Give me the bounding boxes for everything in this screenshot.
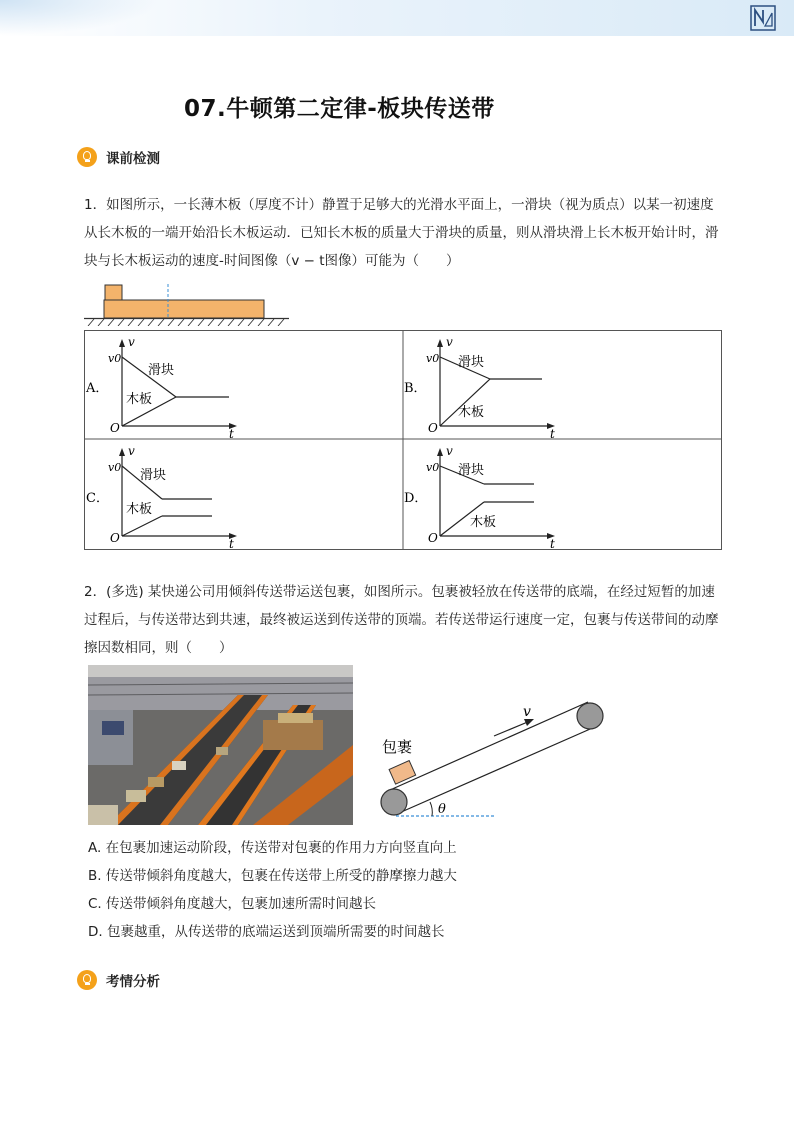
svg-text:v0: v0 [108,352,122,365]
svg-text:v0: v0 [108,461,122,474]
svg-text:木板: 木板 [126,392,153,407]
svg-text:滑块: 滑块 [458,463,485,478]
svg-text:v: v [446,335,453,349]
svg-text:v: v [128,335,135,349]
package-label: 包裹 [382,738,413,756]
q1-options-grid [84,330,722,550]
svg-text:t: t [550,427,555,441]
page-title: 07.牛顿第二定律-板块传送带 [184,96,495,122]
svg-text:木板: 木板 [126,502,153,517]
lightbulb-icon [77,147,97,167]
section-label: 课前检测 [106,151,160,167]
svg-text:v0: v0 [426,352,440,365]
logo-icon [750,5,776,31]
svg-text:木板: 木板 [458,405,485,420]
svg-text:O: O [110,531,120,545]
option-b[interactable] [404,335,555,441]
svg-text:B．: B． [404,381,427,396]
option-a[interactable] [85,335,237,441]
svg-text:D．: D． [404,491,428,506]
header-band [0,0,794,36]
option-c[interactable] [86,444,237,550]
svg-text:木板: 木板 [470,515,497,530]
q2-option-d[interactable]: D. 包裹越重，从传送带的底端运送到顶端所需要的时间越长 [88,924,445,940]
svg-text:t: t [229,537,234,550]
section-heading-2 [77,969,160,991]
svg-text:滑块: 滑块 [148,363,175,378]
svg-text:滑块: 滑块 [140,468,167,483]
svg-text:O: O [110,421,120,435]
svg-text:O: O [428,531,438,545]
svg-text:O: O [428,421,438,435]
question-2-text: 2．(多选) 某快递公司用倾斜传送带运送包裹，如图所示。包裹被轻放在传送带的底端，在经过短暂的加速过程后，与传送带达到共速，最终被运送到传送带的顶端。若传送带运行速度一定，包裹与传送带间的动摩擦因数相同，则（ ） [84,584,719,656]
svg-text:v: v [128,444,135,458]
conveyor-photo [88,665,353,825]
svg-text:C．: C． [86,491,109,506]
q2-option-c[interactable]: C. 传送带倾斜角度越大，包裹加速所需时间越长 [88,896,377,912]
q2-option-a[interactable]: A. 在包裹加速运动阶段，传送带对包裹的作用力方向竖直向上 [88,840,457,856]
lightbulb-icon [77,970,97,990]
option-label: A． [86,381,109,396]
svg-text:滑块: 滑块 [458,355,485,370]
section-label: 考情分析 [106,974,160,990]
question-1-text: 1．如图所示，一长薄木板（厚度不计）静置于足够大的光滑水平面上，一滑块（视为质点）以某一初速度从长木板的一端开始沿长木板运动．已知长木板的质量大于滑块的质量，则从滑块滑上长木板开始计时，滑块与长木板运动的速度-时间图像（v − t图像）可能为（ ） [84,197,719,269]
svg-text:t: t [229,427,234,441]
svg-text:v0: v0 [426,461,440,474]
option-d[interactable] [404,444,555,550]
angle-label: θ [438,802,446,817]
svg-text:v: v [446,444,453,458]
svg-text:t: t [550,537,555,550]
q2-option-b[interactable]: B. 传送带倾斜角度越大，包裹在传送带上所受的静摩擦力越大 [88,868,457,884]
inclined-belt-diagram [376,698,616,828]
velocity-label: v [523,704,531,720]
section-heading-1 [77,146,160,168]
plank-block-figure [84,284,289,326]
